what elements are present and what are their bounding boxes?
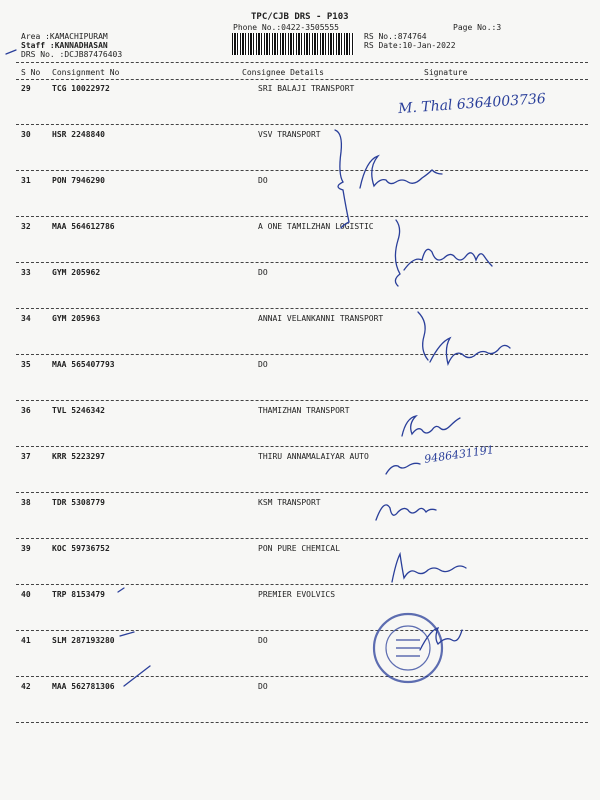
serial-number: 30 xyxy=(21,130,31,139)
company-stamp xyxy=(374,614,442,682)
consignment-number: SLM 287193280 xyxy=(52,636,115,645)
serial-number: 40 xyxy=(21,590,31,599)
phone-number: Phone No.:0422-3505555 xyxy=(233,23,339,32)
consignment-number: HSR 2248840 xyxy=(52,130,105,139)
column-consignment: Consignment No xyxy=(52,68,120,77)
consignee-name: DO xyxy=(258,360,268,369)
tick-mark xyxy=(124,666,150,686)
drs-number: DRS No. :DCJB87476403 xyxy=(21,50,123,59)
serial-number: 42 xyxy=(21,682,31,691)
consignee-name: PON PURE CHEMICAL xyxy=(258,544,340,553)
consignment-number: GYM 205962 xyxy=(52,268,101,277)
serial-number: 32 xyxy=(21,222,31,231)
staff-label: Staff :KANNADHASAN xyxy=(21,41,108,50)
serial-number: 37 xyxy=(21,452,31,461)
serial-number: 39 xyxy=(21,544,31,553)
document-title: TPC/CJB DRS - P103 xyxy=(251,12,349,22)
consignee-name: DO xyxy=(258,176,268,185)
consignment-number: MAA 562781306 xyxy=(52,682,115,691)
tick-mark xyxy=(6,50,16,54)
bracket-mark xyxy=(335,130,349,228)
serial-number: 35 xyxy=(21,360,31,369)
consignment-number: MAA 565407793 xyxy=(52,360,115,369)
consignment-number: TCG 10022972 xyxy=(52,84,110,93)
consignment-number: TDR 5308779 xyxy=(52,498,105,507)
rs-date: RS Date:10-Jan-2022 xyxy=(364,41,456,50)
serial-number: 41 xyxy=(21,636,31,645)
consignment-number: TVL 5246342 xyxy=(52,406,105,415)
consignee-name: KSM TRANSPORT xyxy=(258,498,321,507)
consignee-name: DO xyxy=(258,268,268,277)
consignment-number: KOC 59736752 xyxy=(52,544,110,553)
consignee-name: THIRU ANNAMALAIYAR AUTO xyxy=(258,452,369,461)
signature-row38 xyxy=(376,505,436,520)
consignment-number: MAA 564612786 xyxy=(52,222,115,231)
consignee-name: VSV TRANSPORT xyxy=(258,130,321,139)
handwritten-phone-number: 9486431191 xyxy=(423,443,495,466)
bracket-mark xyxy=(395,220,400,286)
bracket-mark xyxy=(418,312,428,360)
column-sno: S No xyxy=(21,68,41,77)
consignment-number: GYM 205963 xyxy=(52,314,101,323)
serial-number: 36 xyxy=(21,406,31,415)
signature-row35 xyxy=(430,338,510,364)
serial-number: 31 xyxy=(21,176,31,185)
signature-row37 xyxy=(386,463,420,474)
consignee-name: DO xyxy=(258,636,268,645)
consignment-number: TRP 8153479 xyxy=(52,590,105,599)
consignment-number: KRR 5223297 xyxy=(52,452,105,461)
signature-row36 xyxy=(402,416,460,436)
tick-mark xyxy=(118,588,124,592)
tick-mark xyxy=(120,632,134,636)
consignee-name: A ONE TAMILZHAN LOGISTIC xyxy=(258,222,374,231)
consignee-name: SRI BALAJI TRANSPORT xyxy=(258,84,355,93)
signature-row39 xyxy=(392,554,466,582)
consignment-number: PON 7946290 xyxy=(52,176,105,185)
page-number: Page No.:3 xyxy=(453,23,502,32)
serial-number: 34 xyxy=(21,314,31,323)
consignee-name: ANNAI VELANKANNI TRANSPORT xyxy=(258,314,384,323)
rs-number: RS No.:874764 xyxy=(364,32,427,41)
consignee-name: THAMIZHAN TRANSPORT xyxy=(258,406,350,415)
column-signature: Signature xyxy=(424,68,468,77)
signature-row32 xyxy=(404,249,492,270)
signature-row31 xyxy=(360,156,442,188)
consignee-name: DO xyxy=(258,682,268,691)
serial-number: 38 xyxy=(21,498,31,507)
column-consignee: Consignee Details xyxy=(242,68,324,77)
serial-number: 33 xyxy=(21,268,31,277)
handwritten-contact-note: M. Thal 6364003736 xyxy=(397,90,547,118)
consignee-name: PREMIER EVOLVICS xyxy=(258,590,336,599)
serial-number: 29 xyxy=(21,84,31,93)
area-label: Area :KAMACHIPURAM xyxy=(21,32,108,41)
